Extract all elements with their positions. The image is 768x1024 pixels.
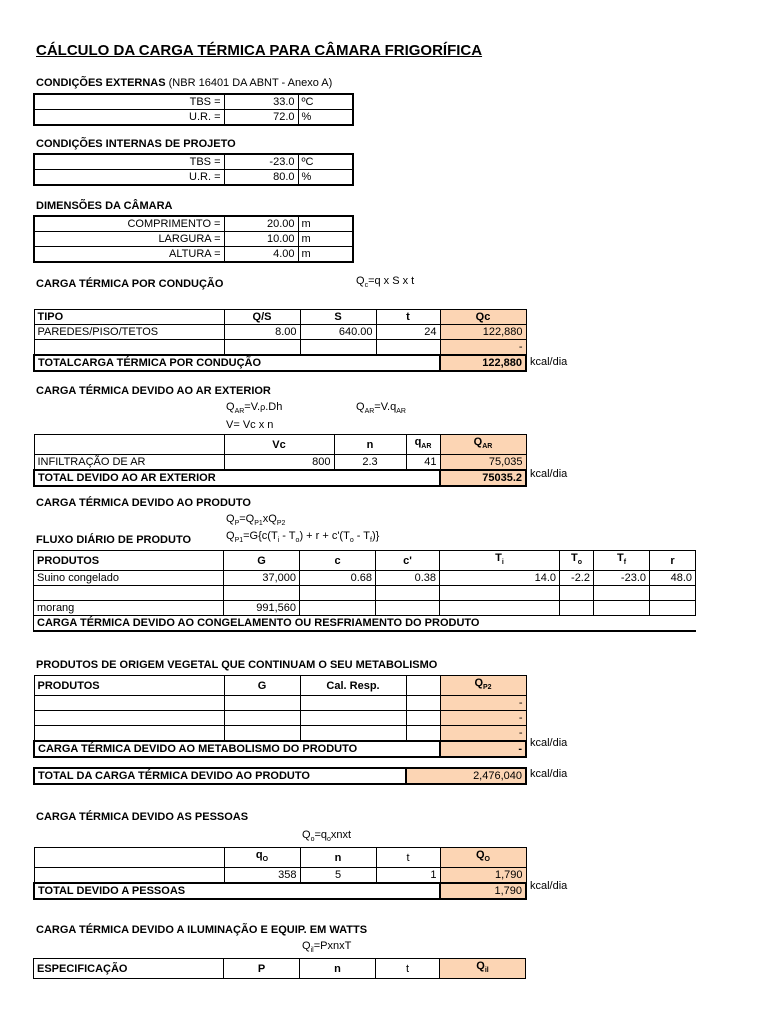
dim-heading: DIMENSÕES DA CÂMARA <box>36 200 173 212</box>
cond-formula: $Q_c=q$ x S x t <box>356 275 415 290</box>
ext-heading: CONDIÇÕES EXTERNAS (NBR 16401 DA ABNT - Anexo A) <box>36 77 333 89</box>
prod-formula-1: $Q_P=Q_{P1}xQ_{P2}$ <box>226 513 286 528</box>
pessoas-unit: kcal/dia <box>530 880 568 892</box>
cond-table: TIPO Q/S S t Qc PAREDES/PISO/TETOS 8.00 640.00 24 122,880 - TOTALCARGA TÉRMICA POR CONDUÇÃO 122,880 <box>33 309 527 372</box>
ilum-table: ESPECIFICAÇÃO P n t $Q_{il}$ <box>33 958 526 979</box>
totalprod-unit: kcal/dia <box>530 768 568 780</box>
cond-unit: kcal/dia <box>530 356 568 368</box>
totalprod-table: TOTAL DA CARGA TÉRMICA DEVIDO AO PRODUTO 2,476,040 <box>33 767 527 785</box>
prod-formula-2: $Q_{P1}=G\{c(T_i - T_o) + r + c'(T_o - T_f)\}$ <box>226 530 380 545</box>
pessoas-heading: CARGA TÉRMICA DEVIDO AS PESSOAS <box>36 811 249 823</box>
ar-formula-2: $Q_{AR}=V.q_{AR}$ <box>356 401 406 416</box>
fluxo-heading: FLUXO DIÁRIO DE PRODUTO <box>36 534 192 546</box>
ar-table: Vc n $q_{AR}$ $Q_{AR}$ INFILTRAÇÃO DE AR 800 2.3 41 75,035 TOTAL DEVIDO AO AR EXTERIOR 75035.2 <box>33 434 527 487</box>
prod-table: PRODUTOS G c c' $T_i$ $T_o$ $T_f$ r Suino congelado 37,000 0.68 0.38 14.0 -2.2 -23.0 48.0 morang 991,560 CARGA TÉRMICA DEVIDO AO CONGELAMENTO OU RESFRIAMENTO DO PRODUTO <box>33 550 696 632</box>
pessoas-table: $q_O$ n t $Q_O$ 358 5 1 1,790 TOTAL DEVIDO A PESSOAS 1,790 <box>33 847 527 900</box>
dim-table: COMPRIMENTO = 20.00 m LARGURA = 10.00 m ALTURA = 4.00 m <box>33 215 354 263</box>
ar-formula-1: $Q_{AR}=V.\rho.Dh$ <box>226 401 283 416</box>
ilum-formula: $Q_{il}=PxnxT$ <box>302 940 352 955</box>
ar-formula-3: V= Vc x n <box>226 419 274 431</box>
veg-unit: kcal/dia <box>530 737 568 749</box>
prod-heading: CARGA TÉRMICA DEVIDO AO PRODUTO <box>36 497 251 509</box>
ext-table: TBS = 33.0 ºC U.R. = 72.0 % <box>33 93 354 126</box>
int-heading: CONDIÇÕES INTERNAS DE PROJETO <box>36 138 236 150</box>
ar-unit: kcal/dia <box>530 468 568 480</box>
page-title: CÁLCULO DA CARGA TÉRMICA PARA CÂMARA FRIGORÍFICA <box>36 42 483 59</box>
veg-table: PRODUTOS G Cal. Resp. $Q_{P2}$ - - - CARGA TÉRMICA DEVIDO AO METABOLISMO DO PRODUTO - <box>33 675 527 758</box>
int-table: TBS = -23.0 ºC U.R. = 80.0 % <box>33 153 354 186</box>
ar-heading: CARGA TÉRMICA DEVIDO AO AR EXTERIOR <box>36 385 271 397</box>
pessoas-formula: $Q_o=q_oxnxt$ <box>302 829 352 844</box>
ilum-heading: CARGA TÉRMICA DEVIDO A ILUMINAÇÃO E EQUIP. EM WATTS <box>36 924 368 936</box>
cond-heading: CARGA TÉRMICA POR CONDUÇÃO <box>36 278 224 290</box>
veg-heading: PRODUTOS DE ORIGEM VEGETAL QUE CONTINUAM O SEU METABOLISMO <box>36 659 438 671</box>
